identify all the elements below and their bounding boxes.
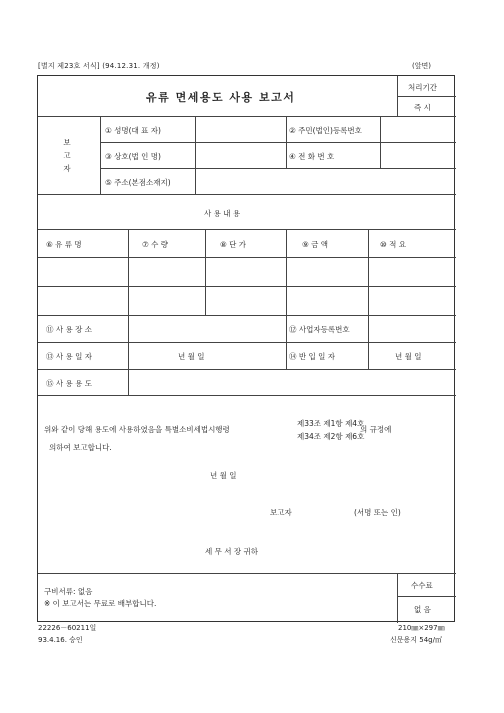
col-oil-name: ⑥ 유 류 명: [46, 240, 82, 249]
form-number: [별지 제23호 서식] (94.12.31. 개정): [38, 62, 160, 70]
processing-period-value: 즉 시: [414, 103, 431, 112]
phone-label: ④ 전 화 번 호: [289, 152, 335, 161]
divider: [397, 96, 456, 97]
use-purpose-label: ⑮ 사 용 용 도: [46, 379, 93, 388]
col-unit-price: ⑧ 단 가: [220, 240, 246, 249]
registration-number-label: ② 주민(법인)등록번호: [289, 126, 362, 135]
divider: [38, 194, 456, 195]
usage-section-label: 사 용 내 용: [204, 209, 241, 218]
page-side: (앞면): [412, 62, 431, 70]
signature-label: (서명 또는 인): [354, 508, 401, 517]
paper-size: 210㎜×297㎜: [398, 624, 445, 632]
divider: [368, 229, 369, 315]
divider: [100, 168, 456, 169]
use-date-value: 년 월 일: [178, 352, 205, 361]
approval-date: 93.4.16. 승인: [38, 636, 83, 644]
statement-clause1: 제33조 제1항 제4호: [297, 419, 365, 428]
divider: [38, 286, 456, 287]
reporter-sign-label: 보고자: [270, 508, 292, 517]
divider: [38, 395, 456, 396]
trade-name-label: ③ 상호(법 인 명): [105, 152, 161, 161]
address-label: ⑤ 주소(본점소재지): [105, 178, 171, 187]
recipient: 세 무 서 장 귀하: [205, 547, 259, 556]
divider: [195, 116, 196, 194]
report-form: [37, 75, 455, 622]
divider: [128, 315, 129, 395]
reporter-section-label: 보고자: [63, 138, 71, 173]
divider: [38, 257, 456, 258]
divider: [38, 315, 456, 316]
divider: [205, 229, 206, 315]
divider: [38, 229, 456, 230]
col-quantity: ⑦ 수 량: [142, 240, 168, 249]
fee-value: 없 음: [414, 605, 431, 614]
divider: [397, 573, 398, 623]
use-place-label: ⑪ 사 용 장 소: [46, 325, 93, 334]
divider: [100, 116, 101, 194]
divider: [38, 369, 456, 370]
statement-clause2: 제34조 제2항 제6호: [297, 432, 365, 441]
statement-line2: 의하여 보고합니다.: [49, 443, 112, 452]
divider: [286, 229, 287, 315]
divider: [38, 342, 456, 343]
carry-in-date-label: ⑭ 반 입 일 자: [289, 352, 336, 361]
fee-label: 수수료: [411, 581, 433, 590]
free-distribution-note: ※ 이 보고서는 무료로 배부합니다.: [44, 599, 157, 608]
required-documents: 구비서류: 없음: [44, 587, 93, 596]
statement-line1: 위와 같이 당해 용도에 사용하였음을 특별소비세법시행령: [44, 425, 230, 434]
col-remarks: ⑩ 적 요: [380, 240, 406, 249]
carry-in-date-value: 년 월 일: [395, 352, 422, 361]
divider: [100, 142, 456, 143]
form-code: 22226－60211일: [38, 624, 97, 632]
statement-suffix: 의 규정에: [360, 425, 392, 434]
processing-period-label: 처리기간: [408, 83, 437, 92]
divider: [397, 596, 456, 597]
statement-date: 년 월 일: [210, 471, 237, 480]
paper-type: 신문용지 54g/㎡: [390, 636, 442, 644]
business-registration-label: ⑫ 사업자등록번호: [289, 325, 350, 334]
col-amount: ⑨ 금 액: [302, 240, 328, 249]
use-date-label: ⑬ 사 용 일 자: [46, 352, 93, 361]
divider: [128, 229, 129, 315]
form-title: 유류 면세용도 사용 보고서: [146, 91, 296, 104]
divider: [38, 573, 456, 574]
name-label: ① 성명(대 표 자): [105, 126, 161, 135]
